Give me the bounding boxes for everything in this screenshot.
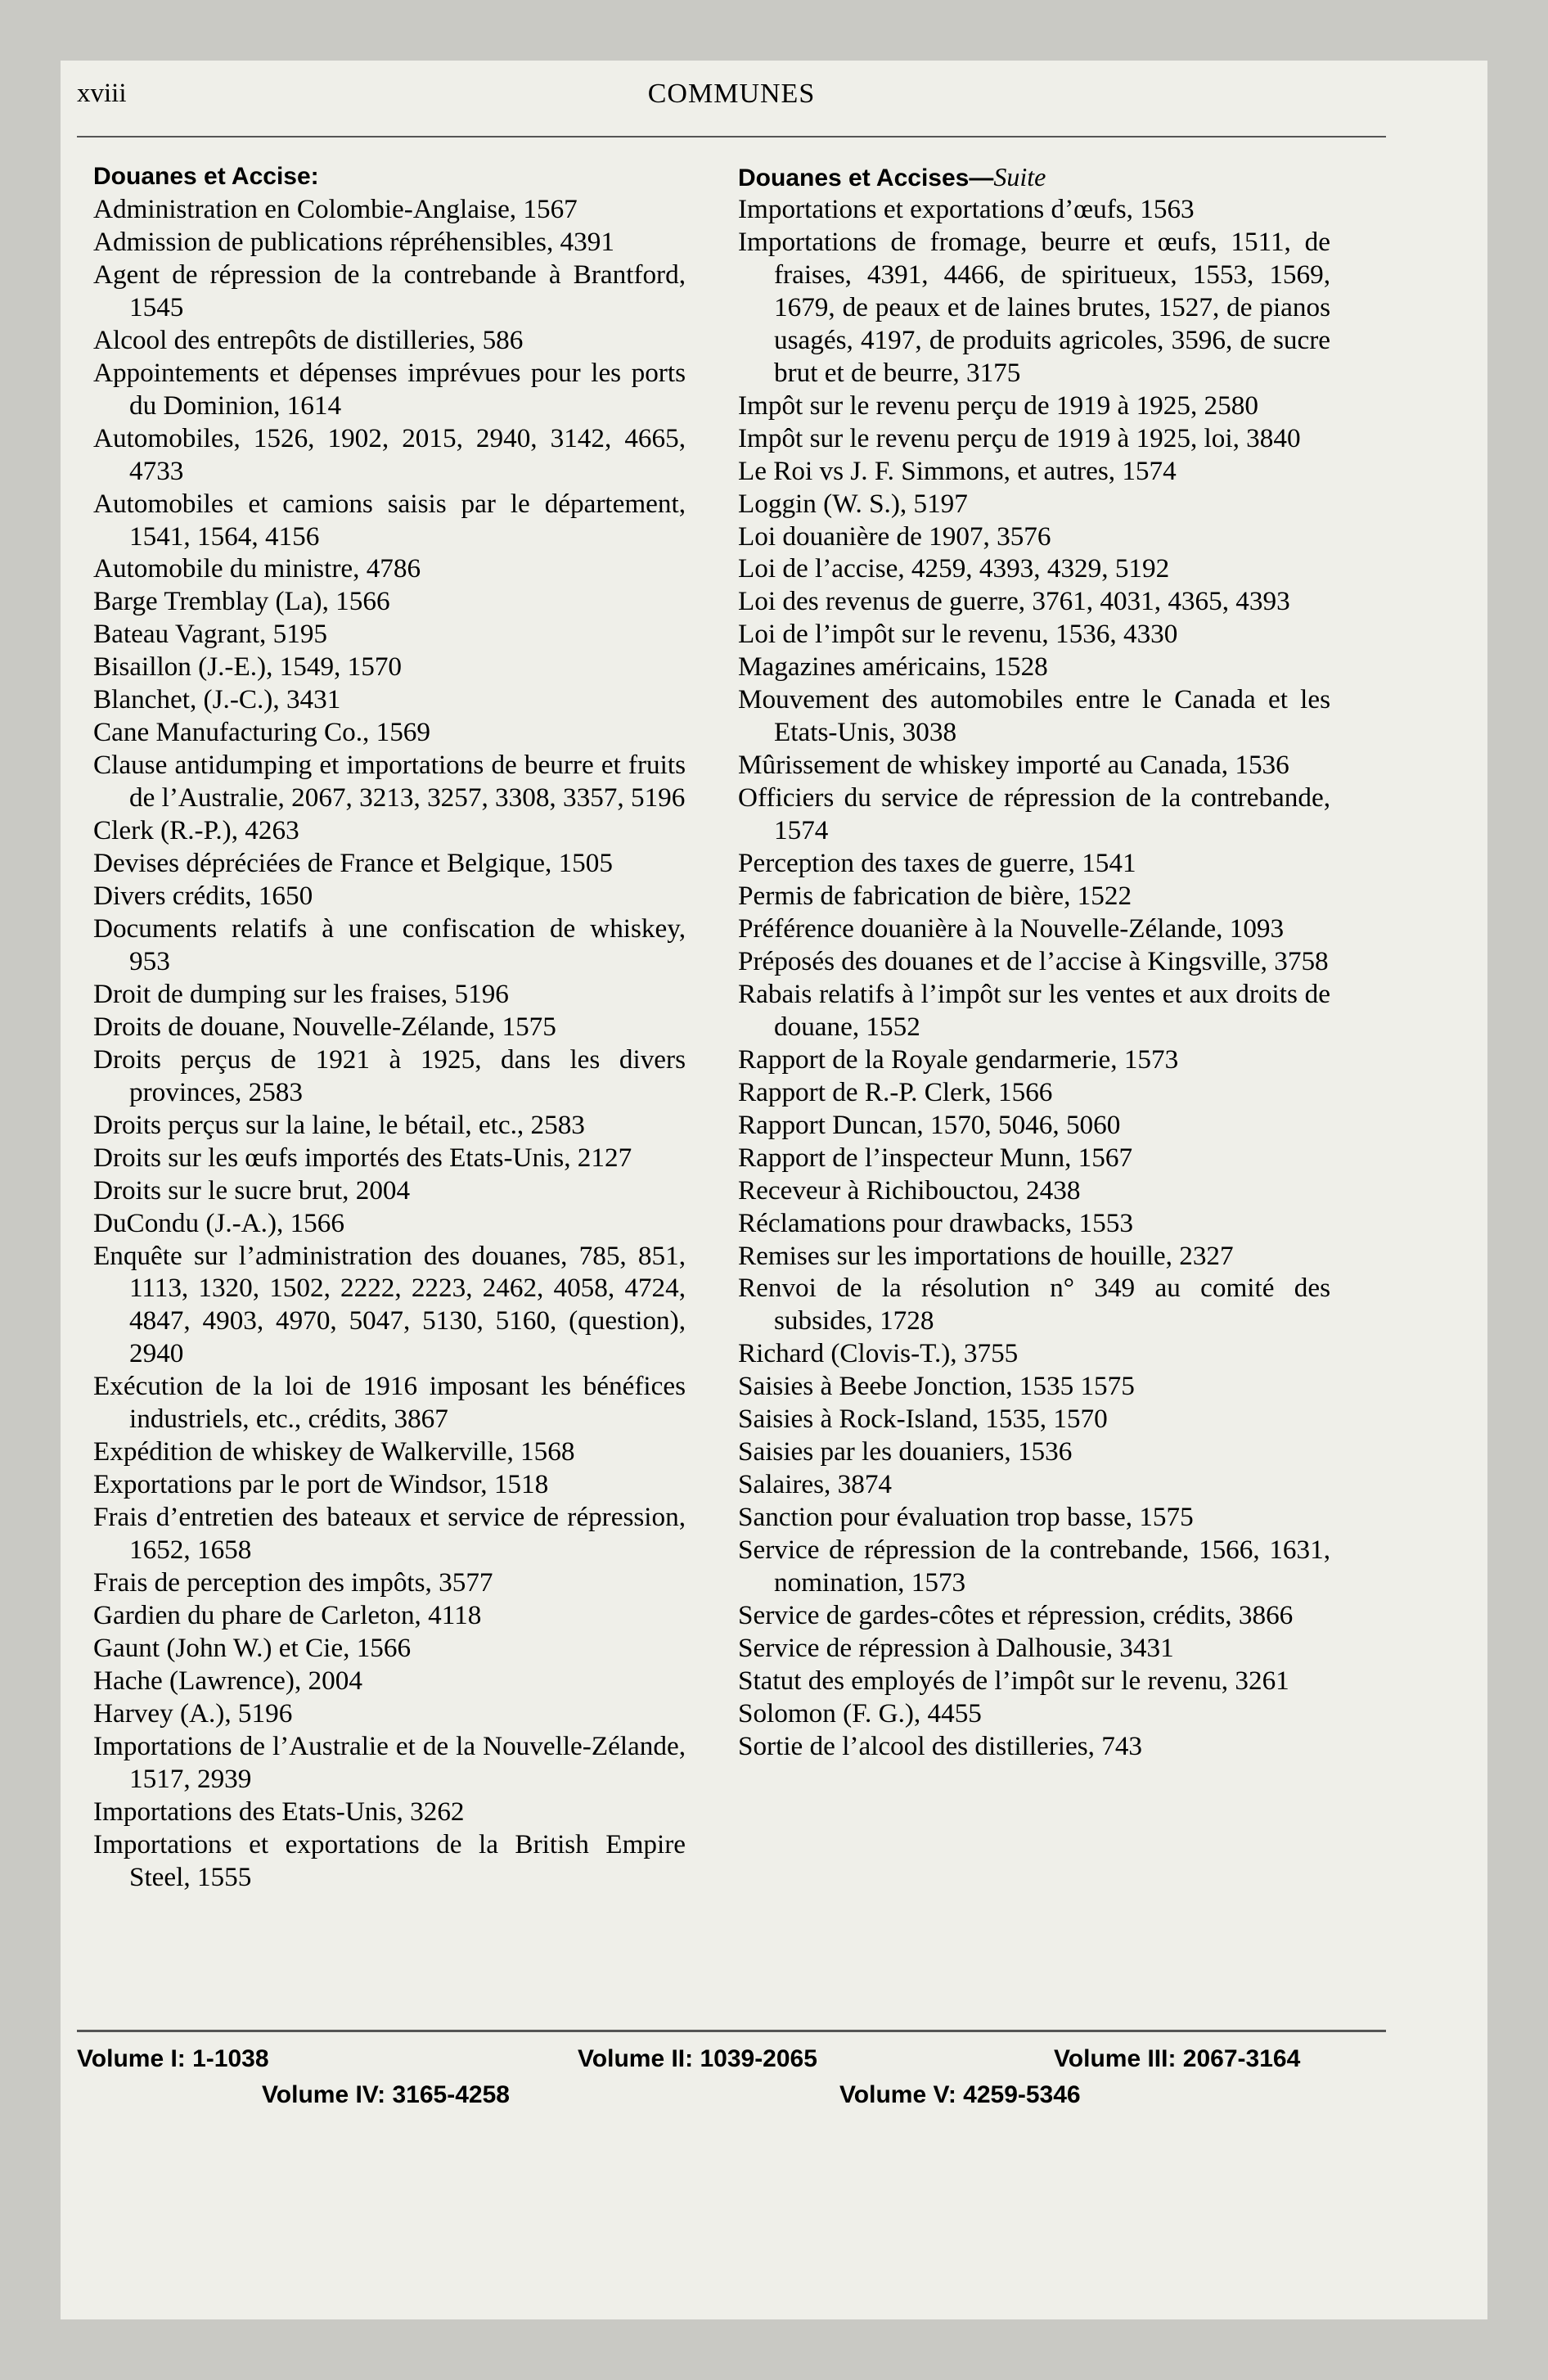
index-entry: Réclamations pour drawbacks, 1553 <box>738 1207 1133 1238</box>
index-entry: Administration en Colombie-Anglaise, 1567 <box>93 194 578 224</box>
index-entry: Loi de l’impôt sur le revenu, 1536, 4330 <box>738 619 1178 650</box>
volume-range: Volume V: 4259-5346 <box>839 2081 1081 2108</box>
index-entry: Hache (Lawrence), 2004 <box>93 1665 362 1696</box>
index-entry: Devises dépréciées de France et Belgique, 1505 <box>93 848 613 879</box>
index-entry: Automobiles, 1526, 1902, 2015, 2940, 3142, 4665, 4733 <box>93 422 686 486</box>
index-entry: Importations de fromage, beurre et œufs, 1511, de fraises, 4391, 4466, de spiritueux, 1553, 1569, 1679, de peaux et de laines brutes, 1527, de pianos usagés, 4197, de produits agricoles, 3596, de sucre brut et de beurre, 3175 <box>738 226 1330 388</box>
index-entry: Enquête sur l’administration des douanes, 785, 851, 1113, 1320, 1502, 2222, 2223, 2462, 4058, 4724, 4847, 4903, 4970, 5047, 5130, 5160, (question), 2940 <box>93 1240 686 1369</box>
index-entry: Statut des employés de l’impôt sur le revenu, 3261 <box>738 1665 1289 1696</box>
index-entry: DuCondu (J.-A.), 1566 <box>93 1207 344 1238</box>
index-entry: Préférence douanière à la Nouvelle-Zélande, 1093 <box>738 913 1285 944</box>
index-entry: Richard (Clovis-T.), 3755 <box>738 1338 1019 1369</box>
index-entry: Bateau Vagrant, 5195 <box>93 619 328 650</box>
page-header <box>77 79 1386 119</box>
header-rule <box>77 136 1386 137</box>
index-entry: Droits perçus de 1921 à 1925, dans les divers provinces, 2583 <box>93 1044 686 1107</box>
footer-rule <box>77 2030 1386 2032</box>
index-entry: Automobile du ministre, 4786 <box>93 553 421 584</box>
index-entry: Receveur à Richibouctou, 2438 <box>738 1174 1081 1206</box>
index-entry: Documents relatifs à une confiscation de whiskey, 953 <box>93 913 686 976</box>
index-entry: Frais de perception des impôts, 3577 <box>93 1567 493 1598</box>
index-entry: Rabais relatifs à l’impôt sur les ventes et aux droits de douane, 1552 <box>738 978 1330 1042</box>
volume-range: Volume I: 1-1038 <box>77 2045 269 2072</box>
index-entry: Mouvement des automobiles entre le Canada et les Etats-Unis, 3038 <box>738 684 1330 748</box>
index-entry: Droits perçus sur la laine, le bétail, etc., 2583 <box>93 1109 585 1140</box>
index-entry: Blanchet, (J.-C.), 3431 <box>93 684 341 715</box>
index-column-right <box>738 160 1330 1763</box>
volume-key-footer <box>77 2041 1386 2113</box>
heading-main: Douanes et Accises— <box>738 165 994 192</box>
index-entry: Importations et exportations d’œufs, 1563 <box>738 194 1195 224</box>
index-entry: Magazines américains, 1528 <box>738 651 1048 683</box>
index-entry: Salaires, 3874 <box>738 1469 893 1500</box>
column-heading <box>738 160 1330 193</box>
volume-range: Volume IV: 3165-4258 <box>262 2081 510 2108</box>
index-entry: Harvey (A.), 5196 <box>93 1697 293 1729</box>
index-entry: Divers crédits, 1650 <box>93 881 313 912</box>
index-entry: Saisies par les douaniers, 1536 <box>738 1436 1073 1467</box>
index-entry: Loi douanière de 1907, 3576 <box>738 521 1051 552</box>
index-entry: Saisies à Beebe Jonction, 1535 1575 <box>738 1371 1135 1402</box>
index-entry: Importations de l’Australie et de la Nouvelle-Zélande, 1517, 2939 <box>93 1730 686 1794</box>
index-entry: Droits de douane, Nouvelle-Zélande, 1575 <box>93 1011 556 1042</box>
index-entry: Droits sur les œufs importés des Etats-Unis, 2127 <box>93 1142 632 1173</box>
index-entry: Impôt sur le revenu perçu de 1919 à 1925, 2580 <box>738 390 1258 421</box>
index-entry: Permis de fabrication de bière, 1522 <box>738 881 1132 912</box>
index-entry: Exportations par le port de Windsor, 1518 <box>93 1469 549 1500</box>
index-entry: Rapport Duncan, 1570, 5046, 5060 <box>738 1109 1121 1140</box>
index-entry: Loi des revenus de guerre, 3761, 4031, 4365, 4393 <box>738 586 1290 617</box>
index-entry: Service de répression à Dalhousie, 3431 <box>738 1632 1174 1663</box>
index-entry: Frais d’entretien des bateaux et service de répression, 1652, 1658 <box>93 1502 686 1566</box>
index-entry: Clerk (R.-P.), 4263 <box>93 815 299 846</box>
index-entry: Agent de répression de la contrebande à Brantford, 1545 <box>93 259 686 322</box>
index-entry: Loggin (W. S.), 5197 <box>738 488 968 519</box>
entry-list <box>738 193 1330 1763</box>
volume-range: Volume II: 1039-2065 <box>578 2045 817 2072</box>
index-entry: Bisaillon (J.-E.), 1549, 1570 <box>93 651 403 683</box>
index-entry: Renvoi de la résolution n° 349 au comité des subsides, 1728 <box>738 1273 1330 1336</box>
index-entry: Exécution de la loi de 1916 imposant les bénéfices industriels, etc., crédits, 3867 <box>93 1371 686 1435</box>
index-entry: Service de gardes-côtes et répression, crédits, 3866 <box>738 1599 1294 1630</box>
index-entry: Rapport de la Royale gendarmerie, 1573 <box>738 1044 1179 1075</box>
index-entry: Alcool des entrepôts de distilleries, 586 <box>93 324 524 355</box>
index-entry: Perception des taxes de guerre, 1541 <box>738 848 1136 879</box>
index-entry: Impôt sur le revenu perçu de 1919 à 1925, loi, 3840 <box>738 422 1301 453</box>
entry-list <box>93 193 686 1894</box>
index-entry: Expédition de whiskey de Walkerville, 1568 <box>93 1436 575 1467</box>
index-entry: Officiers du service de répression de la contrebande, 1574 <box>738 782 1330 846</box>
index-entry: Importations des Etats-Unis, 3262 <box>93 1796 465 1827</box>
index-entry: Préposés des douanes et de l’accise à Kingsville, 3758 <box>738 945 1329 976</box>
index-entry: Droit de dumping sur les fraises, 5196 <box>93 978 509 1009</box>
index-entry: Rapport de l’inspecteur Munn, 1567 <box>738 1142 1133 1173</box>
index-entry: Cane Manufacturing Co., 1569 <box>93 717 430 748</box>
index-entry: Rapport de R.-P. Clerk, 1566 <box>738 1076 1053 1107</box>
running-title: COMMUNES <box>647 79 816 109</box>
index-entry: Le Roi vs J. F. Simmons, et autres, 1574 <box>738 455 1177 486</box>
index-entry: Admission de publications répréhensibles, 4391 <box>93 226 614 257</box>
index-entry: Remises sur les importations de houille, 2327 <box>738 1240 1234 1271</box>
index-column-left <box>93 160 686 1894</box>
column-heading: Douanes et Accise: <box>93 163 319 190</box>
index-entry: Droits sur le sucre brut, 2004 <box>93 1174 411 1206</box>
index-entry: Sanction pour évaluation trop basse, 1575 <box>738 1502 1194 1533</box>
index-entry: Appointements et dépenses imprévues pour les ports du Dominion, 1614 <box>93 357 686 421</box>
index-entry: Gaunt (John W.) et Cie, 1566 <box>93 1632 412 1663</box>
volume-range: Volume III: 2067-3164 <box>1054 2045 1301 2072</box>
index-entry: Mûrissement de whiskey importé au Canada, 1536 <box>738 750 1289 781</box>
index-entry: Clause antidumping et importations de beurre et fruits de l’Australie, 2067, 3213, 3257, 3308, 3357, 5196 <box>93 750 686 814</box>
index-entry: Solomon (F. G.), 4455 <box>738 1697 982 1729</box>
index-entry: Gardien du phare de Carleton, 4118 <box>93 1599 482 1630</box>
index-entry: Saisies à Rock-Island, 1535, 1570 <box>738 1404 1108 1435</box>
index-entry: Automobiles et camions saisis par le département, 1541, 1564, 4156 <box>93 488 686 552</box>
index-entry: Sortie de l’alcool des distilleries, 743 <box>738 1730 1143 1761</box>
index-entry: Importations et exportations de la British Empire Steel, 1555 <box>93 1828 686 1892</box>
index-entry: Service de répression de la contrebande, 1566, 1631, nomination, 1573 <box>738 1535 1330 1598</box>
heading-suite: Suite <box>993 162 1046 192</box>
index-entry: Loi de l’accise, 4259, 4393, 4329, 5192 <box>738 553 1170 584</box>
page-number: xviii <box>77 79 127 108</box>
index-entry: Barge Tremblay (La), 1566 <box>93 586 390 617</box>
